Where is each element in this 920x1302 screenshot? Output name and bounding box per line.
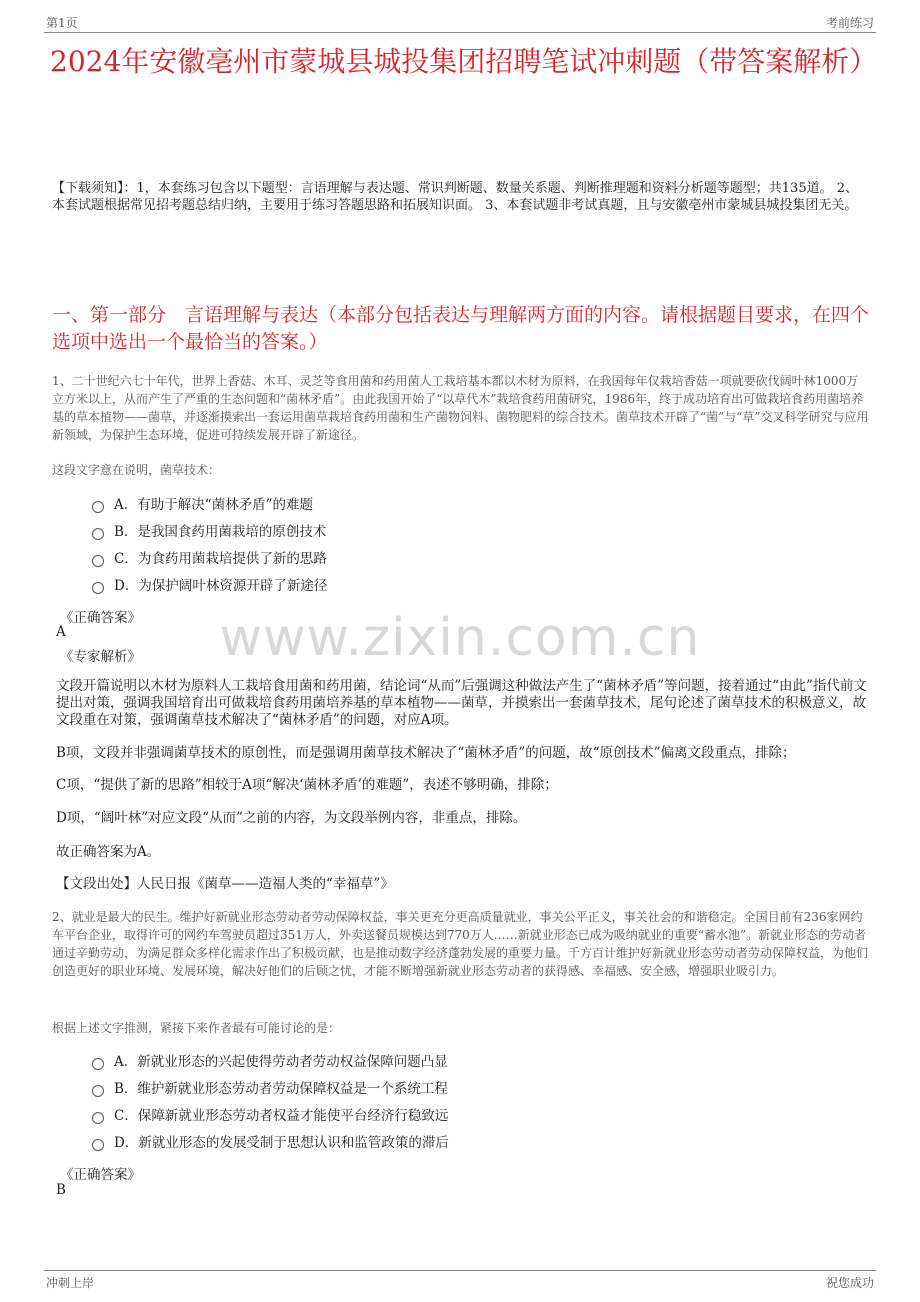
radio-icon[interactable] <box>92 1058 104 1070</box>
document-title: 2024年安徽亳州市蒙城县城投集团招聘笔试冲刺题（带答案解析） <box>50 45 878 78</box>
question-1-options <box>92 492 327 600</box>
radio-icon[interactable] <box>92 1112 104 1124</box>
question-1-stem: 这段文字意在说明，菌草技术： <box>52 463 221 477</box>
answer-value: B <box>56 1182 66 1198</box>
header-tag: 考前练习 <box>825 16 874 30</box>
analysis-conclusion: 故正确答案为A。 <box>56 844 161 860</box>
option-a[interactable]: A．新就业形态的兴起使得劳动者劳动权益保障问题凸显 <box>92 1049 449 1076</box>
question-2-stem: 根据上述文字推测，紧接下来作者最有可能讨论的是： <box>52 1021 341 1035</box>
footer-left-text: 冲刺上岸 <box>46 1276 95 1290</box>
analysis-paragraph: D项，“阔叶林”对应文段“从而”之前的内容，为文段举例内容，非重点，排除。 <box>56 810 527 826</box>
answer-value: A <box>56 624 66 640</box>
analysis-label: 《专家解析》 <box>60 649 141 665</box>
question-2-options <box>92 1049 449 1157</box>
radio-icon[interactable] <box>92 555 104 567</box>
radio-icon[interactable] <box>92 582 104 594</box>
radio-icon[interactable] <box>92 501 104 513</box>
analysis-paragraph: 文段开篇说明以木材为原料人工栽培食用菌和药用菌，结论词“从而”后强调这种做法产生了“菌林矛盾”等问题，接着通过“由此”指代前文提出对策，强调我国培育出可做栽培食药用菌培养基的草本植物——菌草，并摸索出一套菌草技术，尾句论述了菌草技术的积极意义，故文段重在对策，强调菌草技术解决了“菌林矛盾”的问题，对应A项。 <box>56 678 867 728</box>
radio-icon[interactable] <box>92 1085 104 1097</box>
option-d[interactable]: D．为保护阔叶林资源开辟了新途径 <box>92 573 327 600</box>
download-notice: 【下载须知】：1，本套练习包含以下题型：言语理解与表达题、常识判断题、数量关系题、判断推理题和资料分析题等题型；共135道。 2、本套试题根据常见招考题总结归纳，主要用于练习答题思路和拓展知识面。 3、本套试题非考试真题，且与安徽亳州市蒙城县城投集团无关。 <box>52 181 858 213</box>
option-d[interactable]: D．新就业形态的发展受制于思想认识和监管政策的滞后 <box>92 1130 449 1157</box>
answer-label: 《正确答案》 <box>60 1167 141 1183</box>
question-2-text: 2、就业是最大的民生。维护好新就业形态劳动者劳动保障权益，事关更充分更高质量就业，事关公平正义，事关社会的和谐稳定。全国目前有236家网约车平台企业，取得许可的网约车驾驶员超过351万人，外卖送餐员规模达到770万人……新就业形态已成为吸纳就业的重要“蓄水池”。新就业形态的劳动者通过辛勤劳动，为满足群众多样化需求作出了积极贡献，也是推动数字经济蓬勃发展的重要力量。千方百计维护好新就业形态劳动者劳动保障权益，为他们创造更好的职业环境、发展环境，解决好他们的后顾之忧，才能不断增强新就业形态劳动者的获得感、幸福感、安全感，增强职业吸引力。 <box>52 910 869 978</box>
section-heading: 一、第一部分 言语理解与表达（本部分包括表达与理解两方面的内容。请根据题目要求，在四个选项中选出一个最恰当的答案。） <box>52 304 870 353</box>
radio-icon[interactable] <box>92 528 104 540</box>
analysis-paragraph: B项，文段并非强调菌草技术的原创性，而是强调用菌草技术解决了“菌林矛盾”的问题，故“原创技术”偏离文段重点，排除； <box>56 745 796 761</box>
option-b[interactable]: B．是我国食药用菌栽培的原创技术 <box>92 519 327 546</box>
page-number: 第1页 <box>46 16 78 30</box>
footer-right-text: 祝您成功 <box>825 1276 874 1290</box>
answer-label: 《正确答案》 <box>60 610 141 626</box>
page-header <box>44 14 876 33</box>
question-1-text: 1、二十世纪六七十年代，世界上香菇、木耳、灵芝等食用菌和药用菌人工栽培基本都以木材为原料，在我国每年仅栽培香菇一项就要砍伐阔叶林1000万立方米以上，从而产生了严重的生态问题和“菌林矛盾”。由此我国开始了“以草代木”栽培食药用菌研究，1986年，终于成功培育出可做栽培食药用菌培养基的草本植物——菌草，并逐渐摸索出一套运用菌草栽培食药用菌和生产菌物饲料、菌物肥料的综合技术。菌草技术开辟了“菌”与“草”交叉科学研究与应用新领域，为保护生态环境，促进可持续发展开辟了新途径。 <box>52 374 869 442</box>
analysis-paragraph: C项，“提供了新的思路”相较于A项“解决‘菌林矛盾’的难题”，表述不够明确，排除； <box>56 777 558 793</box>
page-footer <box>44 1270 876 1292</box>
source-citation: 【文段出处】人民日报《菌草——造福人类的“幸福草”》 <box>56 876 394 892</box>
option-b[interactable]: B．维护新就业形态劳动者劳动保障权益是一个系统工程 <box>92 1076 449 1103</box>
watermark: www.zixin.com.cn <box>219 608 701 668</box>
radio-icon[interactable] <box>92 1139 104 1151</box>
option-a[interactable]: A．有助于解决“菌林矛盾”的难题 <box>92 492 327 519</box>
option-c[interactable]: C．保障新就业形态劳动者权益才能使平台经济行稳致远 <box>92 1103 449 1130</box>
option-c[interactable]: C．为食药用菌栽培提供了新的思路 <box>92 546 327 573</box>
